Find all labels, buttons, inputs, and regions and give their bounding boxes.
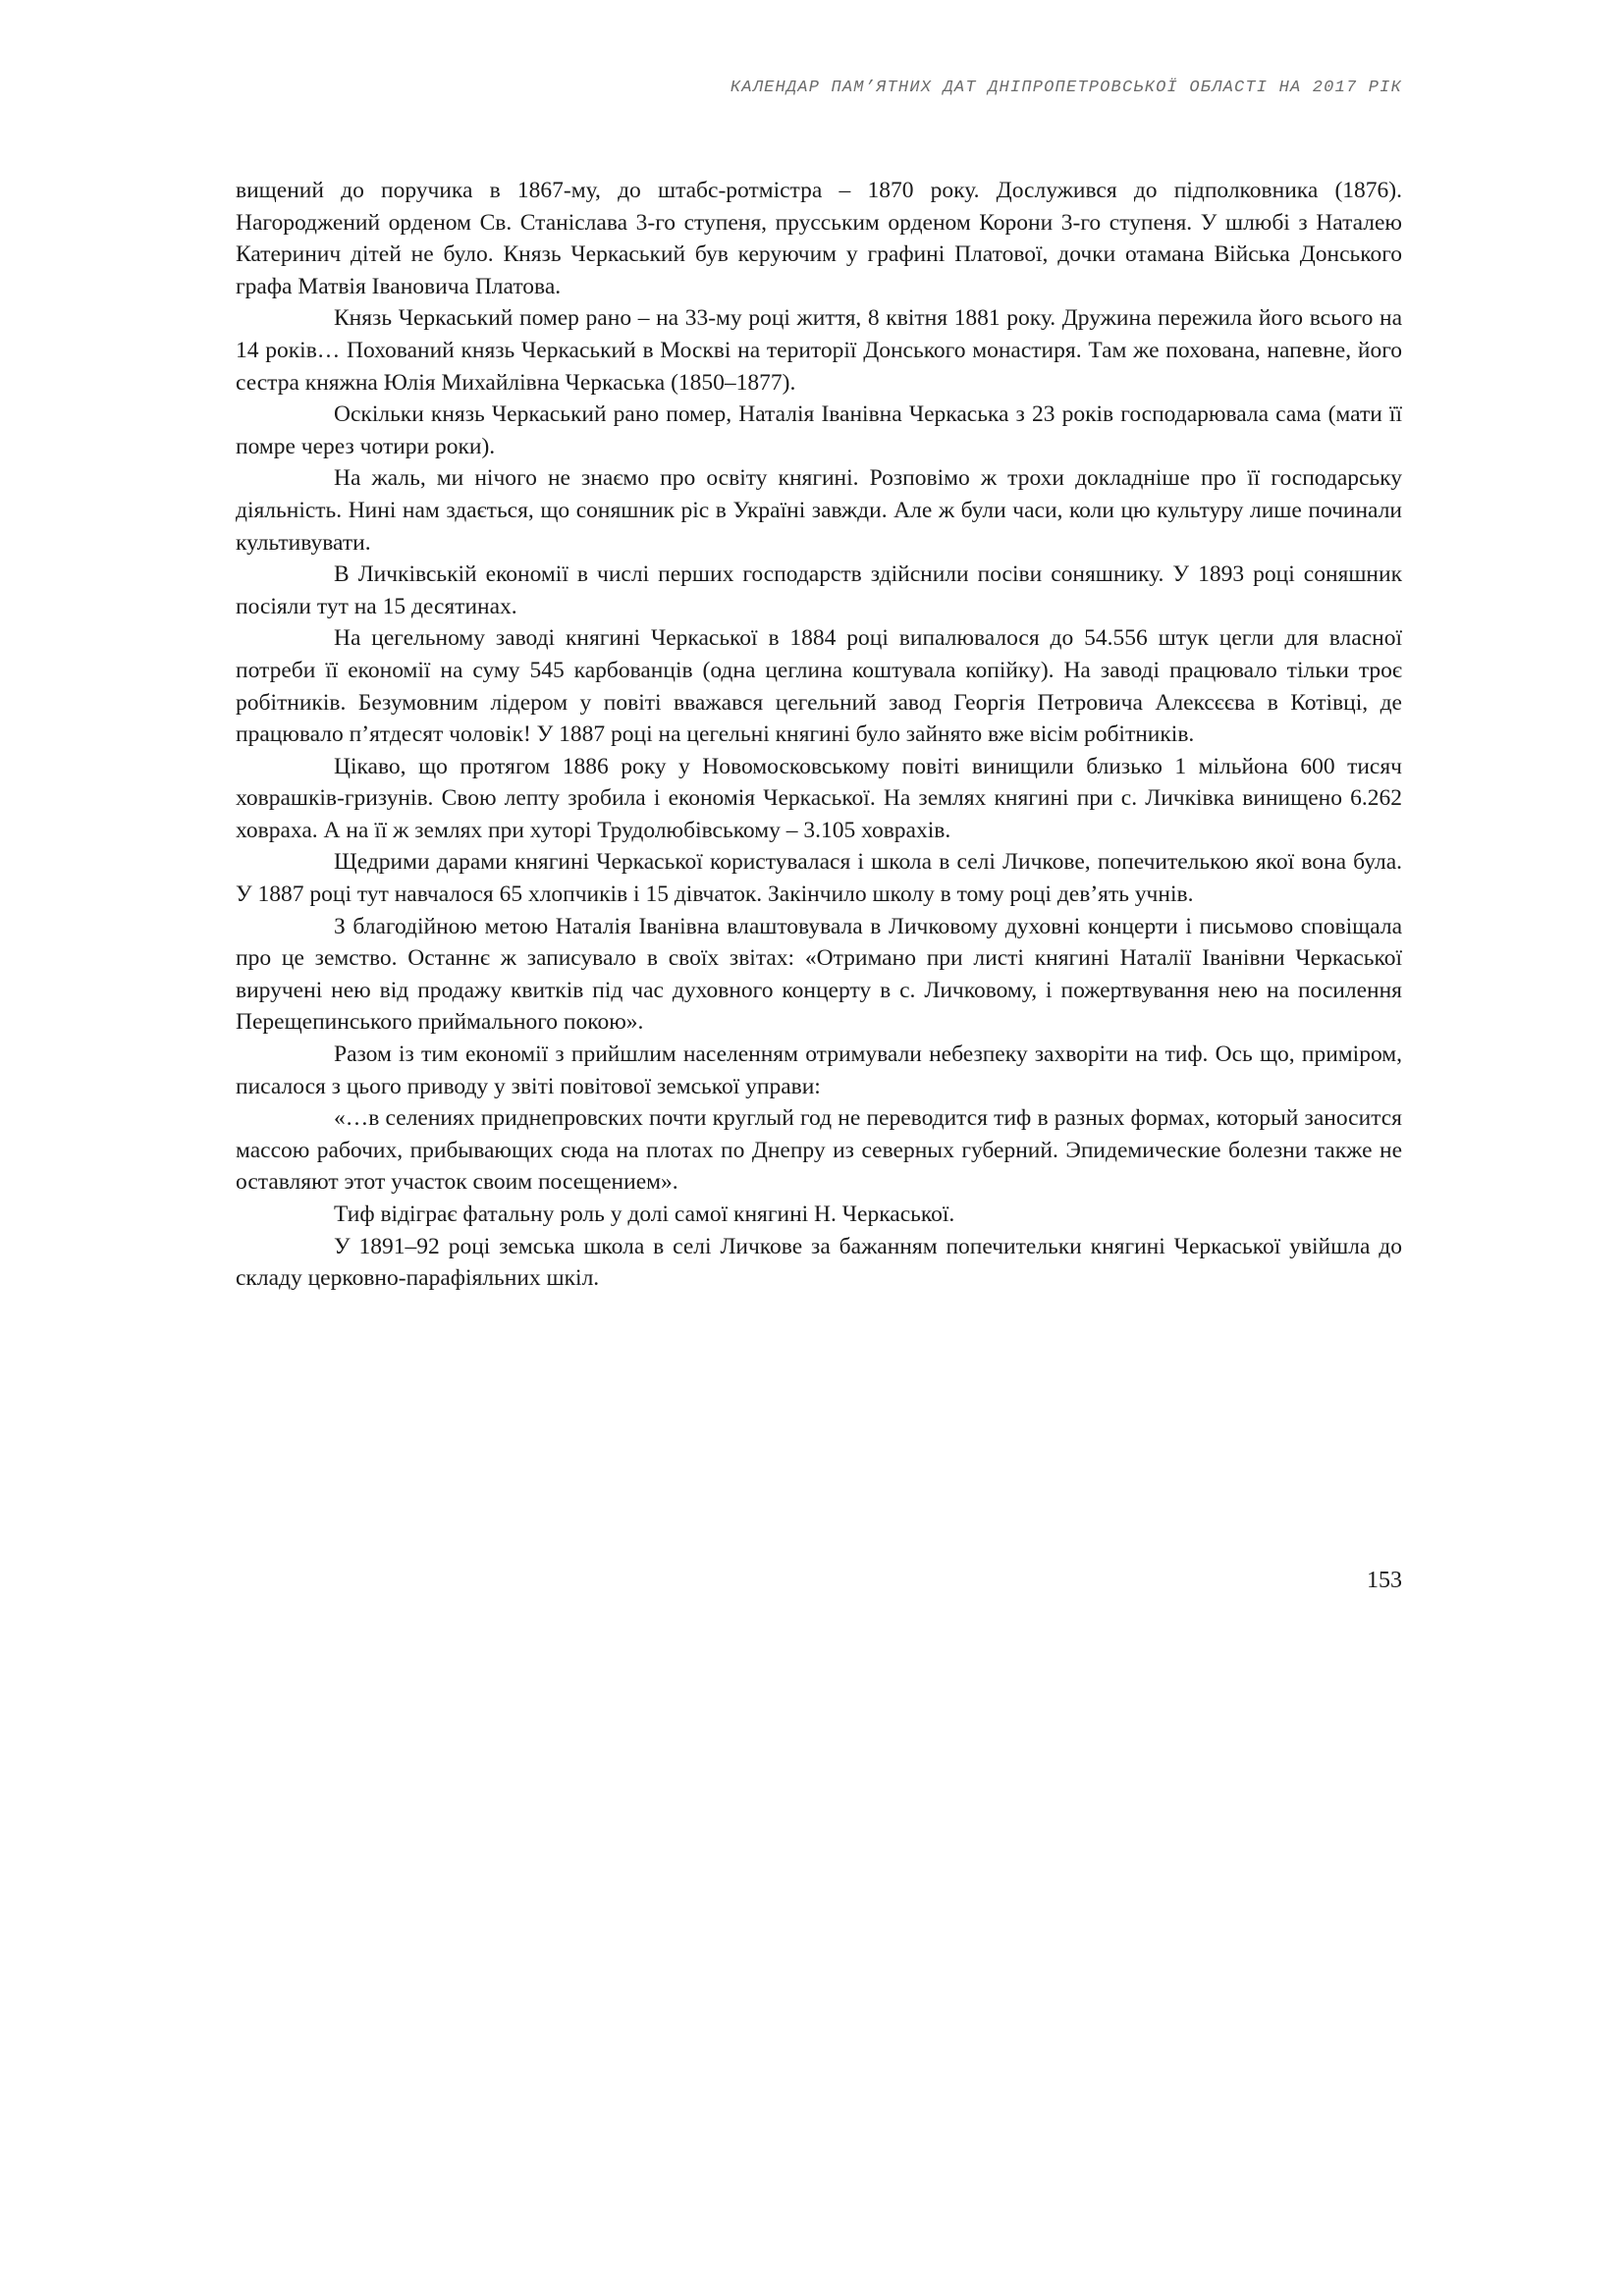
paragraph-5: В Личківській економії в числі перших господарств здійснили посіви соняшнику. У 1893 році соняшник посіяли тут на 15 десятинах. <box>236 561 1402 619</box>
running-header: КАЛЕНДАР ПАМ’ЯТНИХ ДАТ ДНІПРОПЕТРОВСЬКОЇ ОБЛАСТІ НА 2017 РІК <box>730 79 1402 97</box>
paragraph-11-quote: «…в селениях приднепровских почти круглый год не переводится тиф в разных формах, который заносится массою рабочих, прибывающих сюда на плотах по Днепру из северных губерний. Эпидемические болезни также не оставляют этот участок своим посещением». <box>236 1105 1402 1196</box>
paragraph-1: вищений до поручика в 1867-му, до штабс-ротмістра – 1870 року. Дослужився до підполковника (1876). Нагороджений орденом Св. Станіслава 3-го ступеня, прусським орденом Корони 3-го ступеня. У шлюбі з Наталею Катеринич дітей не було. Князь Черкаський був керуючим у графині Платової, дочки отамана Війська Донського графа Матвія Івановича Платова. <box>236 178 1402 299</box>
paragraph-6: На цегельному заводі княгині Черкаської в 1884 році випалювалося до 54.556 штук цегли для власної потреби її економії на суму 545 карбованців (одна цеглина коштувала копійку). На заводі працювало тільки троє робітників. Безумовним лідером у повіті вважався цегельний завод Георгія Петровича Алексєєва в Котівці, де працювало п’ятдесят чоловік! У 1887 році на цегельні княгині було зайнято вже вісім робітників. <box>236 625 1402 748</box>
body-text <box>236 175 1402 1295</box>
paragraph-4: На жаль, ми нічого не знаємо про освіту княгині. Розповімо ж трохи докладніше про її господарську діяльність. Нині нам здається, що соняшник ріс в Україні завжди. Але ж були часи, коли цю культуру лише починали культивувати. <box>236 465 1402 556</box>
paragraph-12: Тиф відіграє фатальну роль у долі самої княгині Н. Черкаської. <box>334 1201 955 1227</box>
paragraph-8: Щедрими дарами княгині Черкаської користувалася і школа в селі Личкове, попечителькою якої вона була. У 1887 році тут навчалося 65 хлопчиків і 15 дівчаток. Закінчило школу в тому році дев’ять учнів. <box>236 849 1402 908</box>
page-number: 153 <box>1367 1568 1402 1593</box>
paragraph-3: Оскільки князь Черкаський рано помер, Наталія Іванівна Черкаська з 23 років господарювала сама (мати її помре через чотири роки). <box>236 401 1402 459</box>
paragraph-7: Цікаво, що протягом 1886 року у Новомосковському повіті винищили близько 1 мільйона 600 тисяч ховрашків-гризунів. Свою лепту зробила і економія Черкаської. На землях княгині при с. Личківка винищено 6.262 ховраха. А на її ж землях при хуторі Трудолюбівському – 3.105 ховрахів. <box>236 753 1402 843</box>
paragraph-10: Разом із тим економії з прийшлим населенням отримували небезпеку захворіти на тиф. Ось що, приміром, писалося з цього приводу у звіті повітової земської управи: <box>236 1041 1402 1099</box>
paragraph-9: З благодійною метою Наталія Іванівна влаштовувала в Личковому духовні концерти і письмово сповіщала про це земство. Останнє ж записувало в своїх звітах: «Отримано при листі княгині Наталії Іванівни Черкаської виручені нею від продажу квитків під час духовного концерту в с. Личковому, і пожертвування нею на посилення Перещепинського приймального покою». <box>236 913 1402 1036</box>
paragraph-2: Князь Черкаський помер рано – на 33-му році життя, 8 квітня 1881 року. Дружина пережила його всього на 14 років… Похований князь Черкаський в Москві на території Донського монастиря. Там же похована, напевне, його сестра княжна Юлія Михайлівна Черкаська (1850–1877). <box>236 305 1402 396</box>
paragraph-13: У 1891–92 році земська школа в селі Личкове за бажанням попечительки княгині Черкаської увійшла до складу церковно-парафіяльних шкіл. <box>236 1233 1402 1292</box>
